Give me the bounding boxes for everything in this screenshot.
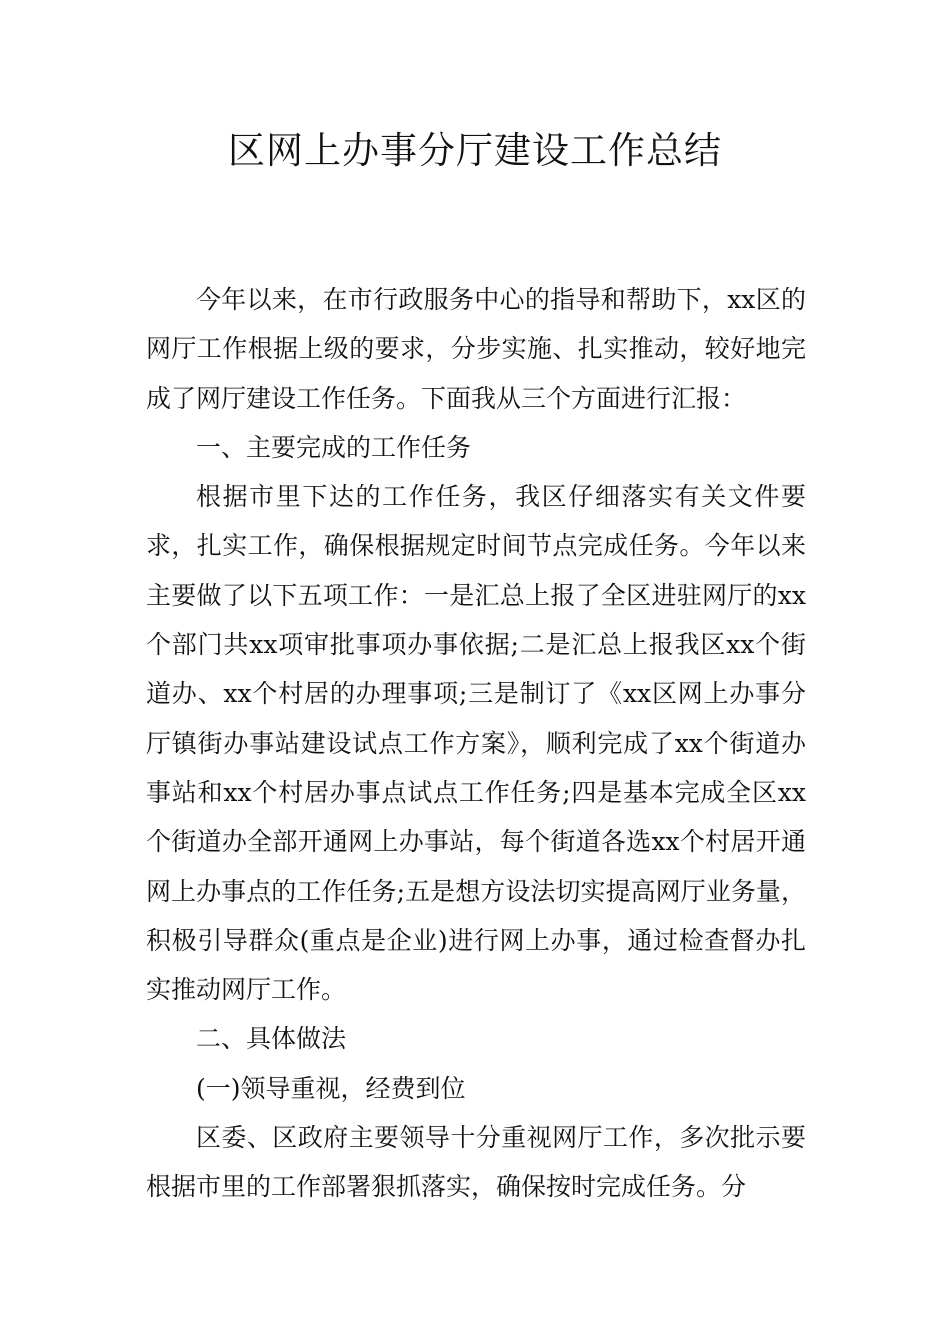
document-title: 区网上办事分厅建设工作总结	[228, 129, 722, 172]
paragraph-intro: 今年以来，在市行政服务中心的指导和帮助下，xx区的网厅工作根据上级的要求，分步实施、扎实推动，较好地完成了网厅建设工作任务。下面我从三个方面进行汇报：	[146, 285, 806, 413]
paragraph-tasks: 根据市里下达的工作任务，我区仔细落实有关文件要求，扎实工作，确保根据规定时间节点完成任务。今年以来主要做了以下五项工作：一是汇总上报了全区进驻网厅的xx个部门共xx项审批事项办事依据;二是汇总上报我区xx个街道办、xx个村居的办理事项;三是制订了《xx区网上办事分厅镇街办事站建设试点工作方案》，顺利完成了xx个街道办事站和xx个村居办事点试点工作任务;四是基本完成全区xx个街道办全部开通网上办事站，每个街道各选xx个村居开通网上办事点的工作任务;五是想方设法切实提高网厅业务量，积极引导群众(重点是企业)进行网上办事，通过检查督办扎实推动网厅工作。	[146, 482, 806, 1005]
section-heading-tasks: 一、主要完成的工作任务	[196, 432, 472, 462]
paragraph-leadership: 区委、区政府主要领导十分重视网厅工作，多次批示要根据市里的工作部署狠抓落实，确保按时完成任务。分	[146, 1123, 806, 1202]
section-heading-methods: 二、具体做法	[196, 1024, 347, 1054]
subsection-heading-leadership: (一)领导重视，经费到位	[196, 1073, 466, 1103]
document-body	[146, 275, 806, 1212]
